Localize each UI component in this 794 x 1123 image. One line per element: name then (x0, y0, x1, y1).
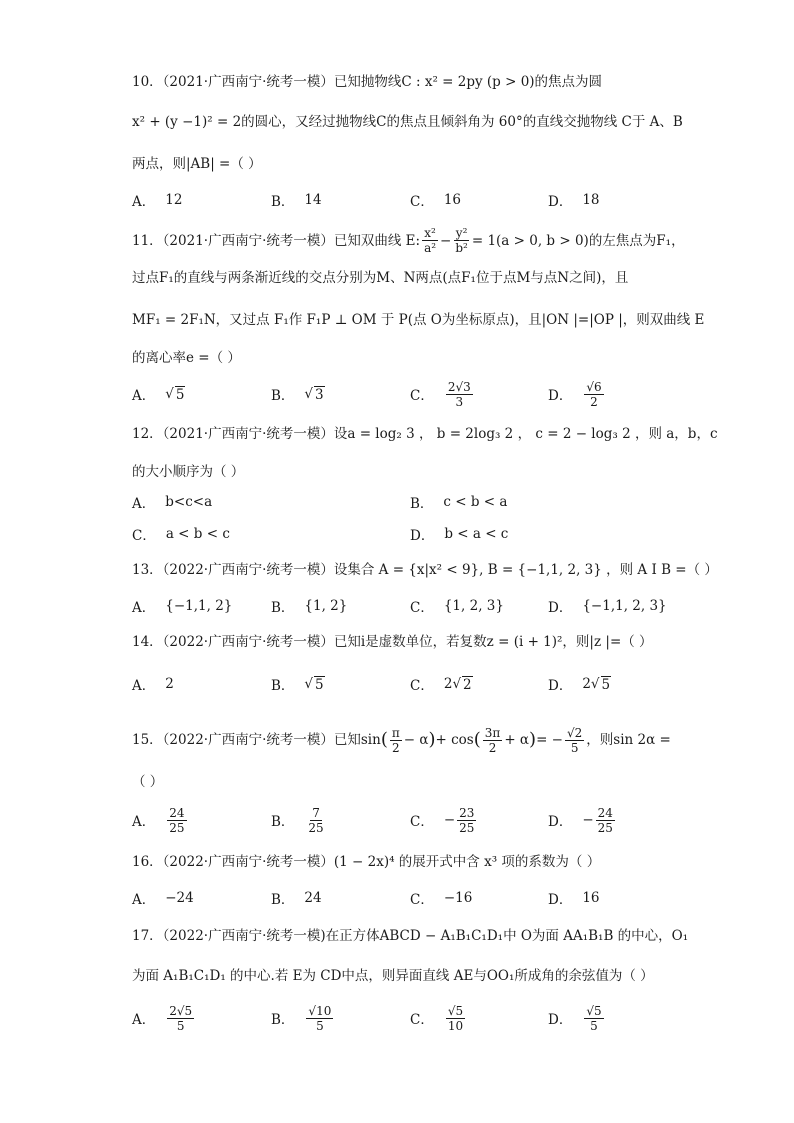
option-text: 14 (304, 192, 322, 208)
option-text: 12 (165, 192, 183, 208)
option-label: B． (271, 892, 295, 908)
q16-option-d[interactable] (548, 880, 600, 916)
option-label: C． (132, 528, 156, 544)
option-fraction: $\frac{7}{25}$ (308, 805, 324, 835)
q14-option-a[interactable] (132, 666, 174, 702)
option-coef: 2 (443, 676, 453, 692)
q16-option-c[interactable] (410, 880, 472, 916)
option-label: A． (132, 600, 156, 616)
option-text: b < a < c (444, 526, 509, 542)
option-fraction: $\frac{24}{25}$ (597, 805, 613, 835)
option-text: c < b < a (443, 494, 508, 510)
q11-stem-line-1: 11．（2021·广西南宁·统考一模）已知双曲线 E: $\frac{\text{x²}}{\text{a²}}$ − $\frac{\text{y²}}{\text{b²}}$ = 1(a > 0, b > 0) 的左焦点为F₁， (132, 226, 685, 255)
q13-option-d[interactable] (548, 588, 667, 624)
q11-options (132, 376, 674, 412)
q14-stem-line-1: 14．（2022·广西南宁·统考一模）已知i是虚数单位，若复数z = (i + 1)²，则|z |=（ ） (132, 634, 653, 650)
q14-option-d[interactable] (548, 666, 611, 702)
hyperbola-y-term: $\frac{\text{y²}}{\text{b²}}$ (455, 226, 468, 255)
option-fraction: $\frac{2√3}{3}$ (447, 379, 471, 409)
option-text: −24 (165, 890, 194, 906)
q10-option-a[interactable] (132, 182, 182, 218)
q11-option-b[interactable] (271, 376, 325, 412)
option-coef: 2 (582, 676, 591, 692)
q11-stem-line-2: 过点F₁的直线与两条渐近线的交点分别为M、N两点(点F₁位于点M与点N之间)，且 (132, 270, 629, 286)
q11-stem-line-4: 的离心率e =（ ） (132, 350, 241, 366)
option-text: 18 (582, 192, 600, 208)
option-label: D． (548, 678, 573, 694)
q15-option-c[interactable] (410, 802, 478, 838)
q15-option-d[interactable] (548, 802, 617, 838)
q12-options-row-1 (132, 484, 674, 520)
q14-option-b[interactable] (271, 666, 325, 702)
option-label: D． (548, 1012, 573, 1028)
option-label: D． (548, 388, 573, 404)
option-radicand: 5 (175, 386, 185, 403)
option-fraction: $\frac{24}{25}$ (169, 805, 185, 835)
q15-option-a[interactable] (132, 802, 189, 838)
option-text: {−1,1, 2} (165, 598, 233, 614)
q12-option-b[interactable] (410, 484, 507, 520)
option-label: A． (132, 678, 156, 694)
option-text: −16 (443, 890, 473, 906)
option-label: C． (410, 892, 434, 908)
q11-option-d[interactable] (548, 376, 606, 412)
q13-option-b[interactable] (271, 588, 347, 624)
q17-option-c[interactable] (410, 1000, 467, 1036)
q17-stem-line-2: 为面 A₁B₁C₁D₁ 的中心.若 E为 CD中点，则异面直线 AE与OO₁所成角的余弦值为（ ） (132, 968, 654, 984)
option-text: {−1,1, 2, 3} (582, 598, 667, 614)
q12-stem-line-2: 的大小顺序为（ ） (132, 464, 245, 480)
option-label: B． (271, 678, 295, 694)
option-label: A． (132, 496, 156, 512)
option-label: C． (410, 1012, 434, 1028)
option-text: 2 (165, 676, 174, 692)
option-label: A． (132, 194, 156, 210)
option-sign: − (582, 812, 594, 828)
option-label: A． (132, 814, 156, 830)
q13-stem-line-1: 13．（2022·广西南宁·统考一模）设集合 A = {x|x² < 9}, B = {−1,1, 2, 3} ，则 A I B =（ ） (132, 562, 718, 578)
q10-options (132, 182, 674, 218)
option-label: D． (548, 600, 573, 616)
option-text: b<c<a (165, 494, 213, 510)
pi-over-two: $\frac{\pi}{2}$ (391, 725, 400, 755)
option-label: D． (548, 814, 573, 830)
q11-option-a[interactable] (132, 376, 185, 412)
option-label: D． (410, 528, 435, 544)
q15-stem-suffix: ，则sin 2α = (586, 732, 671, 748)
option-text: 24 (304, 890, 322, 906)
option-label: B． (271, 600, 295, 616)
q16-option-a[interactable] (132, 880, 194, 916)
option-label: C． (410, 600, 434, 616)
q13-options (132, 588, 674, 624)
option-text: 16 (443, 192, 462, 208)
q12-option-d[interactable] (410, 516, 508, 552)
hyperbola-x-term: $\frac{\text{x²}}{\text{a²}}$ (424, 226, 437, 255)
q10-option-b[interactable] (271, 182, 322, 218)
option-text: a < b < c (165, 526, 230, 542)
q14-options (132, 666, 674, 702)
option-text: {1, 2} (304, 598, 348, 614)
equation-rhs: = − (536, 732, 563, 748)
option-sign: − (443, 812, 456, 828)
option-label: C． (410, 194, 434, 210)
q15-stem-line-1: 15．（2022·广西南宁·统考一模）已知 sin ( $\frac{\pi}{2}$ − α ) + cos ( $\frac{3\pi}{2}$ + α ) = − $\frac{√2}{5}$ ，则sin 2α = (132, 725, 671, 755)
q12-option-c[interactable] (132, 516, 230, 552)
q14-option-c[interactable] (410, 666, 473, 702)
option-fraction: $\frac{√10}{5}$ (308, 1003, 332, 1033)
option-fraction: $\frac{2√5}{5}$ (169, 1003, 193, 1033)
option-label: C． (410, 678, 434, 694)
option-label: A． (132, 1012, 156, 1028)
q12-options-row-2 (132, 516, 674, 552)
q15-stem-prefix: 15．（2022·广西南宁·统考一模）已知 (132, 732, 361, 748)
q10-option-d[interactable] (548, 182, 600, 218)
option-label: B． (271, 388, 295, 404)
q10-stem-line-2: x² + (y −1)² = 2的圆心，又经过抛物线C的焦点且倾斜角为 60°的直线交抛物线 C于 A、B (132, 114, 683, 130)
option-label: B． (271, 1012, 295, 1028)
option-radicand: 5 (315, 676, 324, 693)
q10-stem-line-3: 两点，则|AB| =（ ） (132, 156, 262, 172)
rhs-fraction: $\frac{√2}{5}$ (567, 725, 583, 755)
option-fraction: $\frac{√5}{10}$ (447, 1003, 464, 1033)
option-label: C． (410, 388, 434, 404)
q16-options (132, 880, 674, 916)
q17-option-d[interactable] (548, 1000, 606, 1036)
option-radicand: 3 (315, 386, 324, 403)
q10-stem-line-1: 10．（2021·广西南宁·统考一模）已知抛物线C : x² = 2py (p > 0)的焦点为圆 (132, 74, 603, 90)
three-pi-over-two: $\frac{3\pi}{2}$ (484, 725, 501, 755)
sin-term: sin (360, 732, 381, 748)
q17-stem-line-1: 17．（2022·广西南宁·统考一模)在正方体ABCD − A₁B₁C₁D₁中 O为面 AA₁B₁B 的中心，O₁ (132, 928, 689, 944)
option-label: B． (271, 194, 295, 210)
q15-stem-line-2: （ ） (132, 774, 164, 790)
q13-option-a[interactable] (132, 588, 232, 624)
option-fraction: $\frac{√5}{5}$ (586, 1003, 602, 1033)
q17-options (132, 1000, 674, 1036)
option-label: D． (548, 892, 573, 908)
option-label: B． (271, 814, 295, 830)
q12-option-a[interactable] (132, 484, 212, 520)
minus-alpha: − α (403, 732, 429, 748)
q17-option-a[interactable] (132, 1000, 196, 1036)
option-radicand: 5 (601, 676, 611, 693)
q10-option-c[interactable] (410, 182, 461, 218)
q13-option-c[interactable] (410, 588, 504, 624)
option-label: A． (132, 892, 156, 908)
q11-stem-line-3: MF₁ = 2F₁N，又过点 F₁作 F₁P ⊥ OM 于 P(点 O为坐标原点)，且|ON |=|OP |，则双曲线 E (132, 312, 705, 328)
option-fraction: $\frac{23}{25}$ (459, 805, 475, 835)
option-label: B． (410, 496, 434, 512)
option-label: A． (132, 388, 156, 404)
plus-alpha: + α (504, 732, 530, 748)
option-label: C． (410, 814, 434, 830)
option-text: 16 (582, 890, 600, 906)
q17-option-b[interactable] (271, 1000, 335, 1036)
cos-term: + cos (435, 732, 474, 748)
q16-stem-line-1: 16．（2022·广西南宁·统考一模）(1 − 2x)⁴ 的展开式中含 x³ 项的系数为（ ） (132, 854, 601, 870)
q11-stem-prefix: 11．（2021·广西南宁·统考一模）已知双曲线 E: (132, 232, 421, 249)
q11-option-c[interactable] (410, 376, 475, 412)
q12-stem-line-1: 12．（2021·广西南宁·统考一模）设a = log₂ 3 ， b = 2log₃ 2 ， c = 2 − log₃ 2 ，则 a，b，c (132, 426, 718, 442)
option-radicand: 2 (463, 676, 472, 693)
q15-option-b[interactable] (271, 802, 328, 838)
option-fraction: $\frac{√6}{2}$ (586, 379, 602, 409)
q15-options (132, 802, 674, 838)
q11-stem-suffix: 的左焦点为F₁， (588, 232, 685, 249)
hyperbola-rhs: = 1(a > 0, b > 0) (471, 232, 589, 249)
option-label: D． (548, 194, 573, 210)
q16-option-b[interactable] (271, 880, 322, 916)
option-text: {1, 2, 3} (443, 598, 504, 614)
